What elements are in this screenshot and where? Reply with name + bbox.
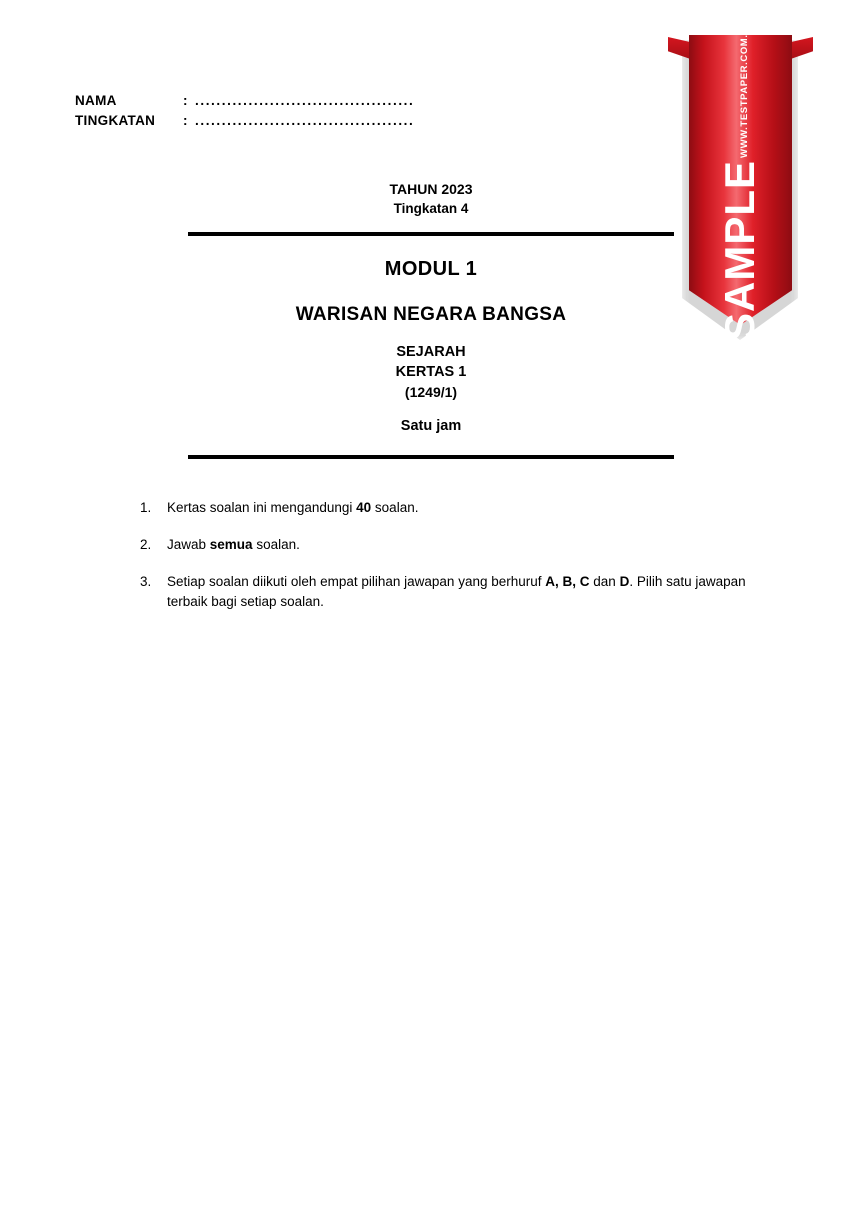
instruction-item-3	[140, 572, 760, 612]
instruction-text-2: Jawab semua soalan.	[167, 537, 300, 552]
label-nama: NAMA	[75, 93, 117, 108]
header-subject: SEJARAH	[396, 344, 466, 360]
input-tingkatan[interactable]: .........................................	[195, 113, 415, 128]
colon-tingkatan: :	[183, 113, 188, 128]
header-rule-bottom	[188, 455, 674, 459]
header-code: (1249/1)	[404, 384, 458, 400]
field-row-tingkatan	[75, 113, 414, 133]
instruction-item-2	[140, 535, 760, 555]
instruction-text-3: Setiap soalan diikuti oleh empat pilihan jawapan yang berhuruf A, B, C dan D. Pilih satu jawapan terbaik bagi setiap soalan.	[167, 574, 746, 609]
sample-ribbon	[668, 18, 813, 344]
instruction-number: 3.	[140, 574, 152, 589]
header-paper: KERTAS 1	[395, 364, 467, 380]
header-duration: Satu jam	[400, 418, 462, 434]
field-row-nama	[75, 93, 414, 113]
instruction-number: 2.	[140, 537, 152, 552]
header-rule-top	[188, 232, 674, 236]
colon-nama: :	[183, 93, 188, 108]
header-form-level: Tingkatan 4	[393, 201, 469, 216]
student-info-fields	[75, 93, 414, 133]
header-theme: WARISAN NEGARA BANGSA	[295, 304, 567, 325]
label-tingkatan: TINGKATAN	[75, 113, 156, 128]
instruction-text-1: Kertas soalan ini mengandungi 40 soalan.	[167, 500, 419, 515]
ribbon-text	[689, 18, 792, 342]
ribbon-label: SAMPLE	[716, 160, 764, 342]
input-nama[interactable]: .........................................	[195, 93, 415, 108]
header-year: TAHUN 2023	[389, 181, 473, 197]
header-module: MODUL 1	[384, 258, 478, 280]
ribbon-url: WWW.TESTPAPER.COM.MY	[739, 18, 751, 158]
paper-header	[188, 180, 674, 459]
instructions-list	[140, 498, 760, 629]
instruction-number: 1.	[140, 500, 152, 515]
instruction-item-1	[140, 498, 760, 518]
